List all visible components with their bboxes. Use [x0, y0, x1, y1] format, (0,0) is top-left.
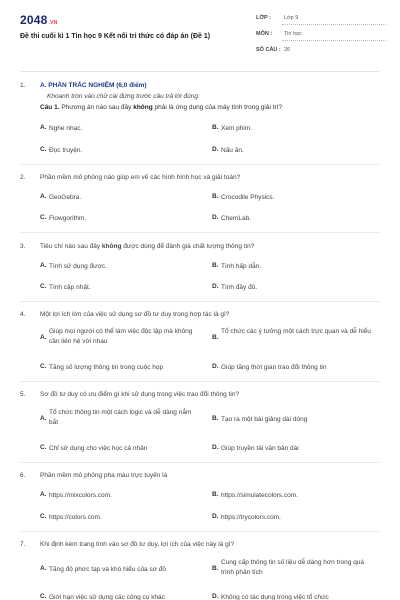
- option-letter: A.: [40, 334, 47, 341]
- question-divider: [20, 232, 380, 233]
- logo-suffix: .VN: [48, 20, 58, 26]
- question-number: 4.: [20, 311, 26, 318]
- option-text: Đọc truyện.: [49, 147, 83, 154]
- option-letter: D.: [212, 593, 219, 600]
- option-letter: B.: [212, 124, 219, 131]
- meta-divider: [282, 24, 386, 25]
- option-letter: A.: [40, 565, 47, 572]
- question-text: Khi định kèm trang tính vào sơ đồ tư duy, lợi ích của việc này là gì?: [40, 541, 235, 548]
- document-title: Đề thi cuối kì 1 Tin học 9 Kết nối tri thức có đáp án (Đề 1): [20, 33, 211, 40]
- question-text: Sơ đồ tư duy có ưu điểm gì khi sử dụng trong việc trao đổi thông tin?: [40, 391, 240, 398]
- question-text-part: Tiêu chí nào sau đây: [40, 243, 101, 250]
- option-text: https://mixcolors.com.: [49, 492, 112, 499]
- option-letter: D.: [212, 214, 219, 221]
- option-text: Giúp truyền tải văn bản dài: [221, 445, 299, 452]
- question-1-text: [40, 104, 282, 111]
- option-text: Tính sử dụng được.: [49, 263, 107, 270]
- option-letter: C.: [40, 214, 47, 221]
- question-text: Một lợi ích lớn của việc sử dụng sơ đồ tư duy trong hợp tác là gì?: [40, 311, 230, 318]
- option-text: Giới hạn việc sử dụng các công cụ khác: [49, 594, 165, 600]
- option-letter: C.: [40, 146, 47, 153]
- meta-class-value: Lớp 9: [284, 15, 299, 21]
- option-letter: B.: [212, 262, 219, 269]
- header-divider: [20, 71, 380, 72]
- option-letter: C.: [40, 593, 47, 600]
- option-text: Giúp mọi người có thể làm việc độc lập mà không cần liên hệ với nhau: [49, 328, 193, 345]
- option-letter: B.: [212, 415, 219, 422]
- option-letter: B.: [212, 334, 219, 341]
- option-text: Cung cấp thông tin số liệu dễ dàng hơn trong quá trình phân tích: [221, 559, 365, 576]
- option-text: Giúp tăng thời gian trao đổi thông tin: [221, 364, 327, 371]
- option-text: https://colors.com.: [49, 514, 102, 521]
- option-text: Nấu ăn.: [221, 147, 244, 154]
- question-number: 7.: [20, 541, 26, 548]
- option-letter: A.: [40, 262, 47, 269]
- question-number: 5.: [20, 391, 26, 398]
- option-text: Tăng độ phức tạp và khó hiểu của sơ đồ: [49, 566, 167, 573]
- option-letter: C.: [40, 444, 47, 451]
- question-text: [40, 243, 254, 250]
- option-text: https://trycolors.com.: [221, 514, 281, 521]
- question-number: 6.: [20, 472, 26, 479]
- question-text-emphasis: không: [133, 104, 153, 111]
- option-text: Tổ chức các ý tưởng một cách trực quan và dễ hiểu: [221, 328, 371, 335]
- meta-count-label: SỐ CÂU :: [256, 47, 281, 53]
- meta-count-value: 26: [284, 47, 291, 53]
- option-text: Tính hấp dẫn.: [221, 263, 262, 270]
- section-title: A. PHẦN TRẮC NGHIỆM (6,0 điểm): [40, 82, 147, 89]
- question-text-part: Phương án nào sau đây: [61, 104, 132, 111]
- meta-class-label: LỚP :: [256, 15, 271, 21]
- option-letter: D.: [212, 444, 219, 451]
- option-text: ChemLab.: [221, 215, 251, 222]
- option-text: https://simulatecolors.com.: [221, 492, 298, 499]
- option-text: Tính đầy đủ.: [221, 284, 258, 291]
- question-divider: [20, 531, 380, 532]
- option-text: Tính cập nhật.: [49, 284, 91, 291]
- meta-divider: [282, 40, 386, 41]
- meta-subject-value: Tin học: [284, 31, 302, 37]
- option-letter: B.: [212, 491, 219, 498]
- question-number: 1.: [20, 82, 26, 89]
- option-text: Chỉ sử dụng cho việc học cá nhân: [49, 445, 148, 452]
- question-number: 3.: [20, 243, 26, 250]
- option-text: Nghe nhạc.: [49, 125, 83, 132]
- option-letter: A.: [40, 124, 47, 131]
- option-text: Tạo ra một bài giảng dài dòng: [221, 416, 308, 423]
- option-text: Xem phim.: [221, 125, 253, 132]
- question-label: Câu 1.: [40, 104, 60, 111]
- site-logo[interactable]: [20, 13, 57, 27]
- question-divider: [20, 462, 380, 463]
- question-text-part: phải là ứng dụng của máy tính trong giải trí?: [154, 104, 283, 111]
- option-letter: A.: [40, 491, 47, 498]
- option-letter: A.: [40, 415, 47, 422]
- option-letter: D.: [212, 283, 219, 290]
- option-text: Không có tác dụng trong việc tổ chức: [221, 594, 329, 600]
- meta-subject-label: MÔN :: [256, 31, 273, 37]
- option-letter: B.: [212, 193, 219, 200]
- option-letter: A.: [40, 193, 47, 200]
- option-letter: C.: [40, 283, 47, 290]
- option-text: Tổ chức thông tin một cách logic và dễ dàng nắm bắt: [49, 409, 192, 426]
- option-letter: C.: [40, 363, 47, 370]
- instruction-text: Khoanh tròn vào chữ cái đứng trước câu trả lời đúng:: [47, 93, 200, 100]
- option-text: GeoGebra.: [49, 194, 82, 201]
- logo-text: 2048: [20, 13, 48, 27]
- question-text-part: được dùng để đánh giá chất lượng thông tin?: [123, 243, 255, 250]
- option-text: Crocodile Physics.: [221, 194, 275, 201]
- document-header: [0, 0, 400, 66]
- question-divider: [20, 164, 380, 165]
- option-letter: B.: [212, 565, 219, 572]
- option-letter: C.: [40, 513, 47, 520]
- option-text: Tăng số lượng thông tin trong cuộc họp: [49, 364, 164, 371]
- question-text: Phần mềm mô phỏng pha màu trực tuyến là: [40, 472, 168, 479]
- option-text: Flowgorithm.: [49, 215, 87, 222]
- question-number: 2.: [20, 174, 26, 181]
- option-letter: D.: [212, 513, 219, 520]
- option-letter: D.: [212, 146, 219, 153]
- question-text: Phần mềm mô phỏng nào giúp em vẽ các hình hình học và giải toán?: [40, 174, 241, 181]
- question-divider: [20, 301, 380, 302]
- question-text-emphasis: không: [101, 243, 122, 250]
- option-letter: D.: [212, 363, 219, 370]
- question-divider: [20, 381, 380, 382]
